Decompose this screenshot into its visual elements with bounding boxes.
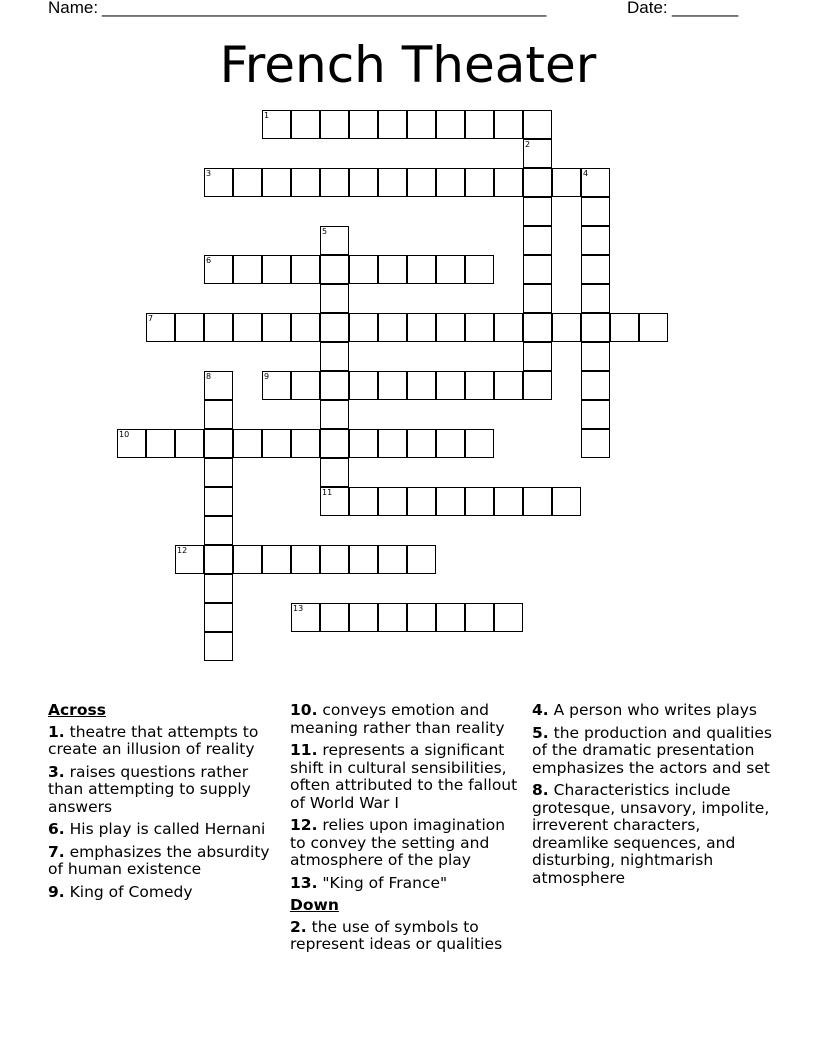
grid-cell[interactable] <box>204 168 233 197</box>
grid-cell[interactable] <box>407 603 436 632</box>
grid-cell[interactable] <box>349 110 378 139</box>
clue-down-8 <box>532 782 772 887</box>
grid-cell[interactable] <box>349 429 378 458</box>
grid-cell[interactable] <box>262 168 291 197</box>
grid-cell[interactable] <box>378 110 407 139</box>
grid-cell[interactable] <box>465 110 494 139</box>
grid-cell[interactable] <box>204 255 233 284</box>
grid-cell[interactable] <box>523 342 552 371</box>
clues-column-2 <box>290 702 525 959</box>
clue-text: A person who writes plays <box>553 701 757 719</box>
grid-cell[interactable] <box>204 574 233 603</box>
grid-cell[interactable] <box>436 487 465 516</box>
grid-cell[interactable] <box>291 429 320 458</box>
clue-across-10 <box>290 702 525 737</box>
grid-cell[interactable] <box>378 168 407 197</box>
name-line[interactable]: _______________________________________________ <box>102 0 547 17</box>
grid-cell[interactable] <box>233 545 262 574</box>
grid-cell[interactable] <box>436 603 465 632</box>
cell-number: 8 <box>206 372 212 381</box>
grid-cell[interactable] <box>262 545 291 574</box>
grid-cell[interactable] <box>407 487 436 516</box>
cell-number: 9 <box>264 372 270 381</box>
grid-cell[interactable] <box>378 429 407 458</box>
grid-cell[interactable] <box>523 139 552 168</box>
clue-text: "King of France" <box>322 873 448 892</box>
grid-cell[interactable] <box>320 400 349 429</box>
grid-cell[interactable] <box>581 342 610 371</box>
grid-cell[interactable] <box>262 371 291 400</box>
grid-cell[interactable] <box>378 371 407 400</box>
grid-cell[interactable] <box>291 545 320 574</box>
cell-number: 2 <box>525 140 531 149</box>
grid-cell[interactable] <box>581 284 610 313</box>
clue-text: conveys emotion and meaning rather than reality <box>290 701 505 737</box>
grid-cell[interactable] <box>523 197 552 226</box>
grid-cell[interactable] <box>349 603 378 632</box>
clue-number: 5. <box>532 723 549 742</box>
grid-cell[interactable] <box>291 255 320 284</box>
cell-number: 5 <box>322 227 328 236</box>
grid-cell[interactable] <box>204 400 233 429</box>
cell-number: 7 <box>148 314 154 323</box>
grid-cell[interactable] <box>581 255 610 284</box>
grid-cell[interactable] <box>581 226 610 255</box>
clue-number: 4. <box>532 701 549 719</box>
clue-down-4 <box>532 702 772 720</box>
grid-cell[interactable] <box>581 168 610 197</box>
clue-text: Characteristics include grotesque, unsavory, impolite, irreverent characters, dreamlike sequences, and disturbing, nightmarish atmosphere <box>532 781 770 887</box>
clue-across-7 <box>48 844 280 879</box>
grid-cell[interactable] <box>552 168 581 197</box>
grid-cell[interactable] <box>378 545 407 574</box>
grid-cell[interactable] <box>262 110 291 139</box>
grid-cell[interactable] <box>436 168 465 197</box>
cell-number: 6 <box>206 256 212 265</box>
clue-text: King of Comedy <box>69 882 193 901</box>
grid-cell[interactable] <box>233 429 262 458</box>
clue-text: theatre that attempts to create an illusion of reality <box>48 722 259 758</box>
clue-text: His play is called Hernani <box>69 820 266 838</box>
grid-cell[interactable] <box>291 110 320 139</box>
grid-cell[interactable] <box>320 226 349 255</box>
clue-number: 10. <box>290 701 318 719</box>
grid-cell[interactable] <box>262 255 291 284</box>
grid-cell[interactable] <box>320 545 349 574</box>
grid-cell[interactable] <box>233 255 262 284</box>
clue-text: raises questions rather than attempting to supply answers <box>48 762 251 816</box>
clues-column-1 <box>48 702 280 906</box>
grid-cell[interactable] <box>204 458 233 487</box>
grid-cell[interactable] <box>465 255 494 284</box>
grid-cell[interactable] <box>378 313 407 342</box>
grid-cell[interactable] <box>204 487 233 516</box>
grid-cell[interactable] <box>523 284 552 313</box>
grid-cell[interactable] <box>349 255 378 284</box>
grid-cell[interactable] <box>233 313 262 342</box>
grid-cell[interactable] <box>523 226 552 255</box>
grid-cell[interactable] <box>204 371 233 400</box>
grid-cell[interactable] <box>523 313 552 342</box>
grid-cell[interactable] <box>465 168 494 197</box>
grid-cell[interactable] <box>436 255 465 284</box>
clue-text: represents a significant shift in cultural sensibilities, often attributed to the fallout of World War I <box>290 741 518 812</box>
grid-cell[interactable] <box>291 168 320 197</box>
grid-cell[interactable] <box>320 458 349 487</box>
grid-cell[interactable] <box>436 110 465 139</box>
cell-number: 4 <box>583 169 589 178</box>
grid-cell[interactable] <box>204 545 233 574</box>
clue-number: 11. <box>290 741 318 759</box>
grid-cell[interactable] <box>320 313 349 342</box>
grid-cell[interactable] <box>552 487 581 516</box>
grid-cell[interactable] <box>320 429 349 458</box>
grid-cell[interactable] <box>204 603 233 632</box>
grid-cell[interactable] <box>407 110 436 139</box>
grid-cell[interactable] <box>523 255 552 284</box>
grid-cell[interactable] <box>581 197 610 226</box>
date-line[interactable]: _______ <box>672 0 739 17</box>
grid-cell[interactable] <box>494 313 523 342</box>
date-label: Date: <box>627 0 668 17</box>
clue-across-6 <box>48 821 280 839</box>
grid-cell[interactable] <box>320 487 349 516</box>
grid-cell[interactable] <box>407 429 436 458</box>
cell-number: 13 <box>293 604 304 613</box>
grid-cell[interactable] <box>436 313 465 342</box>
grid-cell[interactable] <box>494 110 523 139</box>
clue-across-12 <box>290 817 525 870</box>
cell-number: 11 <box>322 488 333 497</box>
clue-number: 12. <box>290 816 318 834</box>
clue-text: the production and qualities of the dramatic presentation emphasizes the actors and set <box>532 723 773 777</box>
grid-cell[interactable] <box>465 603 494 632</box>
grid-cell[interactable] <box>378 255 407 284</box>
grid-cell[interactable] <box>436 429 465 458</box>
grid-cell[interactable] <box>407 545 436 574</box>
grid-cell[interactable] <box>378 603 407 632</box>
grid-cell[interactable] <box>349 313 378 342</box>
cell-number: 10 <box>119 430 130 439</box>
grid-cell[interactable] <box>262 313 291 342</box>
grid-cell[interactable] <box>349 371 378 400</box>
grid-cell[interactable] <box>320 371 349 400</box>
grid-cell[interactable] <box>291 371 320 400</box>
clue-down-5 <box>532 725 772 778</box>
puzzle-title: French Theater <box>219 36 597 94</box>
cell-number: 3 <box>206 169 212 178</box>
clue-number: 8. <box>532 781 549 799</box>
grid-cell[interactable] <box>494 371 523 400</box>
grid-cell[interactable] <box>552 313 581 342</box>
grid-cell[interactable] <box>175 313 204 342</box>
grid-cell[interactable] <box>494 603 523 632</box>
grid-cell[interactable] <box>291 603 320 632</box>
across-heading: Across <box>48 701 106 719</box>
name-label: Name: <box>48 0 99 17</box>
clue-number: 2. <box>290 917 307 936</box>
clue-text: relies upon imagination to convey the setting and atmosphere of the play <box>290 816 506 869</box>
grid-cell[interactable] <box>204 313 233 342</box>
clue-across-1 <box>48 724 280 759</box>
grid-cell[interactable] <box>117 429 146 458</box>
clue-across-9 <box>48 884 280 902</box>
grid-cell[interactable] <box>146 429 175 458</box>
grid-cell[interactable] <box>204 632 233 661</box>
grid-cell[interactable] <box>262 429 291 458</box>
clue-number: 13. <box>290 873 318 892</box>
grid-cell[interactable] <box>291 313 320 342</box>
grid-cell[interactable] <box>320 603 349 632</box>
grid-cell[interactable] <box>320 255 349 284</box>
clue-text: the use of symbols to represent ideas or qualities <box>290 917 503 953</box>
grid-cell[interactable] <box>465 429 494 458</box>
grid-cell[interactable] <box>639 313 668 342</box>
grid-cell[interactable] <box>494 168 523 197</box>
clue-number: 3. <box>48 762 65 781</box>
clue-number: 1. <box>48 722 65 741</box>
grid-cell[interactable] <box>523 487 552 516</box>
clue-text: emphasizes the absurdity of human existence <box>48 842 270 878</box>
clue-number: 9. <box>48 882 65 901</box>
grid-cell[interactable] <box>320 168 349 197</box>
clue-across-11 <box>290 742 525 812</box>
grid-cell[interactable] <box>581 313 610 342</box>
grid-cell[interactable] <box>465 313 494 342</box>
grid-cell[interactable] <box>581 371 610 400</box>
grid-cell[interactable] <box>407 371 436 400</box>
clue-across-3 <box>48 764 280 817</box>
grid-cell[interactable] <box>175 545 204 574</box>
cell-number: 12 <box>177 546 188 555</box>
grid-cell[interactable] <box>523 371 552 400</box>
grid-cell[interactable] <box>465 371 494 400</box>
clue-number: 7. <box>48 842 65 861</box>
grid-cell[interactable] <box>407 313 436 342</box>
grid-cell[interactable] <box>320 110 349 139</box>
clue-number: 6. <box>48 820 65 838</box>
grid-cell[interactable] <box>581 400 610 429</box>
grid-cell[interactable] <box>233 168 262 197</box>
grid-cell[interactable] <box>320 342 349 371</box>
grid-cell[interactable] <box>349 545 378 574</box>
clues-column-3 <box>532 702 772 892</box>
grid-cell[interactable] <box>378 487 407 516</box>
grid-cell[interactable] <box>146 313 175 342</box>
grid-cell[interactable] <box>175 429 204 458</box>
grid-cell[interactable] <box>407 255 436 284</box>
grid-cell[interactable] <box>523 168 552 197</box>
grid-cell[interactable] <box>407 168 436 197</box>
grid-cell[interactable] <box>349 487 378 516</box>
grid-cell[interactable] <box>204 516 233 545</box>
grid-cell[interactable] <box>494 487 523 516</box>
grid-cell[interactable] <box>581 429 610 458</box>
clue-down-2 <box>290 919 525 954</box>
cell-number: 1 <box>264 111 270 120</box>
down-heading: Down <box>290 896 339 914</box>
grid-cell[interactable] <box>436 371 465 400</box>
grid-cell[interactable] <box>523 110 552 139</box>
clue-across-13 <box>290 875 525 893</box>
grid-cell[interactable] <box>320 284 349 313</box>
grid-cell[interactable] <box>610 313 639 342</box>
grid-cell[interactable] <box>349 168 378 197</box>
grid-cell[interactable] <box>465 487 494 516</box>
grid-cell[interactable] <box>204 429 233 458</box>
